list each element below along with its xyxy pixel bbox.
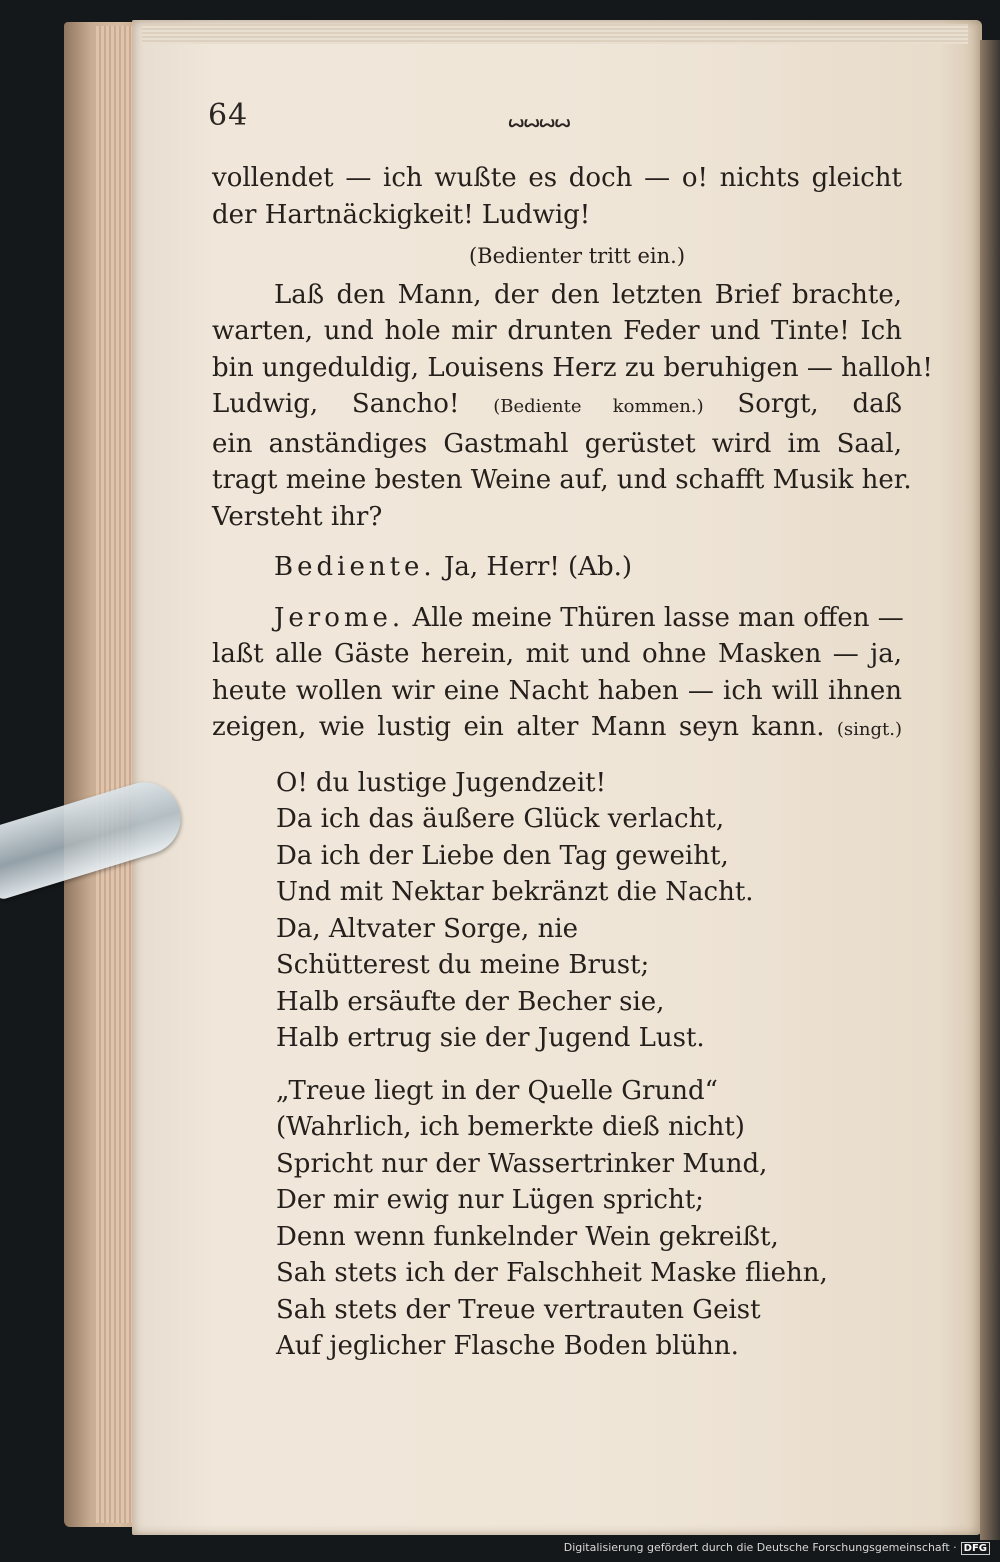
text-line (212, 386, 902, 426)
text-span: Ludwig, Sancho! (212, 389, 494, 419)
stage-direction: (Bedienter tritt ein.) (468, 244, 686, 268)
verse-line: Auf jeglicher Flasche Boden blühn. (276, 1331, 739, 1361)
text-line: bin ungeduldig, Louisens Herz zu beruhigen — halloh! (212, 352, 933, 383)
text-line: laßt alle Gäste herein, mit und ohne Masken — ja, (212, 639, 902, 669)
verse-line: Halb ersäufte der Becher sie, (276, 986, 665, 1017)
verse-line: Halb ertrug sie der Jugend Lust. (276, 1023, 705, 1053)
verse-line: Denn wenn funkelnder Wein gekreißt, (276, 1221, 779, 1252)
facing-page-edge (980, 40, 1000, 1540)
header-ornament: ꙍꙍꙍꙍ (508, 112, 570, 131)
text-span: zeigen, wie lustig ein alter Mann seyn kann. (212, 712, 837, 742)
page-top-edge (142, 24, 968, 44)
speech-text: Ja, Herr! (Ab.) (435, 552, 633, 582)
text-line: Laß den Mann, der den letzten Brief brachte, (274, 279, 902, 310)
song-stanza-2 (212, 1073, 902, 1365)
text-line: tragt meine besten Weine auf, und schafft Musik her. (212, 465, 912, 495)
stage-direction: (Bediente kommen.) (493, 396, 704, 417)
stage-direction: (singt.) (836, 719, 902, 740)
dfg-logo: DFG (961, 1542, 990, 1555)
text-line (212, 709, 902, 749)
speech-line (212, 549, 902, 586)
text-line: vollendet — ich wußte es doch — o! nichts gleicht (212, 163, 902, 193)
text-span: Sorgt, daß (703, 389, 902, 419)
text-line: der Hartnäckigkeit! Ludwig! (212, 199, 591, 230)
clip-body (0, 773, 189, 900)
page-body (212, 160, 933, 1365)
verse-line: Sah stets der Treue vertrauten Geist (276, 1294, 761, 1325)
verse-line: Der mir ewig nur Lügen spricht; (276, 1185, 704, 1215)
verse-line: Schütterest du meine Brust; (276, 950, 650, 980)
speech-line (212, 600, 902, 637)
speaker-name: Jerome. (274, 602, 405, 633)
song-stanza-1 (212, 765, 902, 1057)
text-line: warten, und hole mir drunten Feder und Tinte! Ich (212, 316, 902, 346)
verse-line: „Treue liegt in der Quelle Grund“ (276, 1075, 718, 1106)
verse-line: (Wahrlich, ich bemerkte dieß nicht) (276, 1112, 745, 1142)
verse-line: O! du lustige Jugendzeit! (276, 767, 607, 798)
speech-text: Alle meine Thüren lasse man offen — (404, 602, 904, 633)
verse-line: Da ich der Liebe den Tag geweiht, (276, 840, 729, 871)
verse-line: Spricht nur der Wassertrinker Mund, (276, 1148, 768, 1179)
verse-line: Und mit Nektar bekränzt die Nacht. (276, 877, 754, 907)
text-line: heute wollen wir eine Nacht haben — ich will ihnen (212, 675, 902, 706)
page-number: 64 (208, 98, 249, 133)
digitization-credit (564, 1541, 990, 1554)
verse-line: Da ich das äußere Glück verlacht, (276, 804, 725, 834)
text-line: ein anständiges Gastmahl gerüstet wird im Saal, (212, 428, 902, 459)
verse-line: Sah stets ich der Falschheit Maske fliehn, (276, 1258, 828, 1288)
verse-line: Da, Altvater Sorge, nie (276, 913, 579, 944)
page-header (208, 98, 908, 138)
credit-text: Digitalisierung gefördert durch die Deutsche Forschungsgemeinschaft · (563, 1541, 957, 1554)
speaker-name: Bediente. (274, 552, 436, 582)
text-line: Versteht ihr? (212, 501, 383, 532)
